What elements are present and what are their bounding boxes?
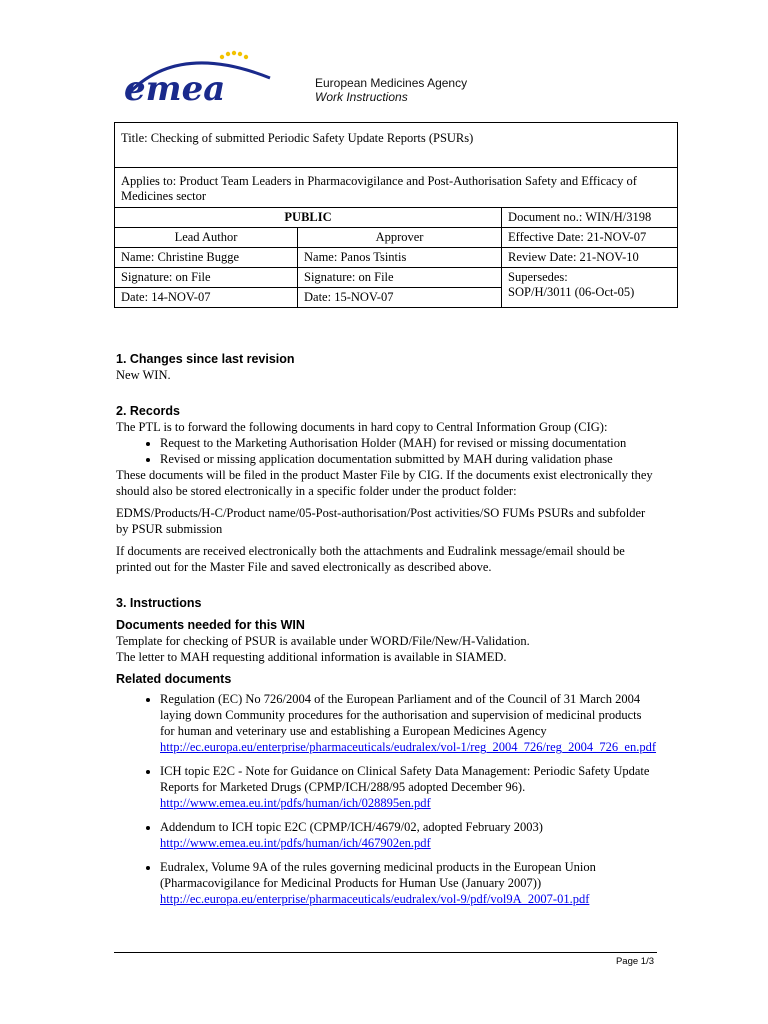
review-date: Review Date: 21-NOV-10	[502, 248, 678, 268]
section-1-text: New WIN.	[116, 368, 171, 382]
approver-date: Date: 15-NOV-07	[298, 288, 502, 308]
approver-name: Name: Panos Tsintis	[298, 248, 502, 268]
page-number: Page 1/3	[615, 956, 654, 967]
author-name: Name: Christine Bugge	[115, 248, 298, 268]
related-docs-list	[116, 691, 656, 907]
section-2-heading: 2. Records	[116, 404, 180, 418]
section-2-para-3: If documents are received electronically both the attachments and Eudralink message/email should be printed out for the Master File and saved electronically as described above.	[116, 544, 625, 574]
list-item	[160, 819, 656, 851]
supersedes-label: Supersedes:	[508, 270, 568, 284]
author-signature: Signature: on File	[115, 268, 298, 288]
document-number: Document no.: WIN/H/3198	[502, 208, 678, 228]
footer-divider	[114, 952, 657, 953]
approver-label: Approver	[298, 228, 502, 248]
docs-needed-line-1: Template for checking of PSUR is available under WORD/File/New/H-Validation.	[116, 634, 530, 648]
related-docs-heading: Related documents	[116, 672, 232, 686]
org-block	[315, 76, 467, 104]
docs-needed-line-2: The letter to MAH requesting additional information is available in SIAMED.	[116, 650, 507, 664]
supersedes-cell	[502, 268, 678, 308]
supersedes-value: SOP/H/3011 (06-Oct-05)	[508, 285, 635, 299]
related-doc-text: Addendum to ICH topic E2C (CPMP/ICH/4679/02, adopted February 2003)	[160, 820, 543, 834]
logo-graphic	[120, 48, 280, 108]
section-2-para-2: EDMS/Products/H-C/Product name/05-Post-authorisation/Post activities/SO FUMs PSURs and subfolder by PSUR submission	[116, 506, 646, 536]
related-doc-link[interactable]: http://www.emea.eu.int/pdfs/human/ich/467902en.pdf	[160, 836, 431, 850]
applies-to: Applies to: Product Team Leaders in Pharmacovigilance and Post-Authorisation Safety and Efficacy of Medicines sector	[115, 168, 678, 208]
records-list	[116, 435, 656, 467]
related-doc-link[interactable]: http://www.emea.eu.int/pdfs/human/ich/028895en.pdf	[160, 796, 431, 810]
approver-signature: Signature: on File	[298, 268, 502, 288]
emea-logo	[120, 48, 280, 108]
related-doc-text: Regulation (EC) No 726/2004 of the European Parliament and of the Council of 31 March 2004 laying down Community procedures for the authorisation and supervision of medicinal products for human and veterinary use and establishing a European Medicines Agency	[160, 692, 642, 738]
org-name: European Medicines Agency	[315, 76, 468, 90]
related-doc-text: Eudralex, Volume 9A of the rules governing medicinal products in the European Union (Pharmacovigilance for Medicinal Products for Human Use (January 2007))	[160, 860, 596, 890]
document-body	[116, 351, 656, 915]
section-1-heading: 1. Changes since last revision	[116, 352, 295, 366]
related-doc-link[interactable]: http://ec.europa.eu/enterprise/pharmaceuticals/eudralex/vol-1/reg_2004_726/reg_2004_726_en.pdf	[160, 740, 657, 754]
section-3-heading: 3. Instructions	[116, 596, 202, 610]
star-icon-group	[220, 51, 248, 59]
document-info-table	[114, 122, 678, 308]
doc-title: Title: Checking of submitted Periodic Safety Update Reports (PSURs)	[115, 123, 678, 168]
effective-date: Effective Date: 21-NOV-07	[502, 228, 678, 248]
section-2-para-1: These documents will be filed in the product Master File by CIG. If the documents exist electronically they should also be stored electronically in a specific folder under the product folder:	[116, 468, 653, 498]
related-doc-text: ICH topic E2C - Note for Guidance on Clinical Safety Data Management: Periodic Safety Update Reports for Marketed Drugs (CPMP/ICH/288/95 adopted December 96).	[160, 764, 650, 794]
logo-text: emea	[124, 69, 226, 108]
list-item	[160, 691, 656, 755]
section-2-intro: The PTL is to forward the following documents in hard copy to Central Information Group (CIG):	[116, 420, 608, 434]
list-item: • Request to the Marketing Authorisation Holder (MAH) for revised or missing documentation	[160, 435, 656, 451]
list-item	[160, 763, 656, 811]
list-item: • Revised or missing application documentation submitted by MAH during validation phase	[160, 451, 656, 467]
org-subtitle: Work Instructions	[315, 90, 408, 104]
list-item	[160, 859, 656, 907]
docs-needed-heading: Documents needed for this WIN	[116, 618, 305, 632]
related-doc-link[interactable]: http://ec.europa.eu/enterprise/pharmaceuticals/eudralex/vol-9/pdf/vol9A_2007-01.pdf	[160, 892, 590, 906]
author-date: Date: 14-NOV-07	[115, 288, 298, 308]
lead-author-label: Lead Author	[115, 228, 298, 248]
classification: PUBLIC	[115, 208, 502, 228]
